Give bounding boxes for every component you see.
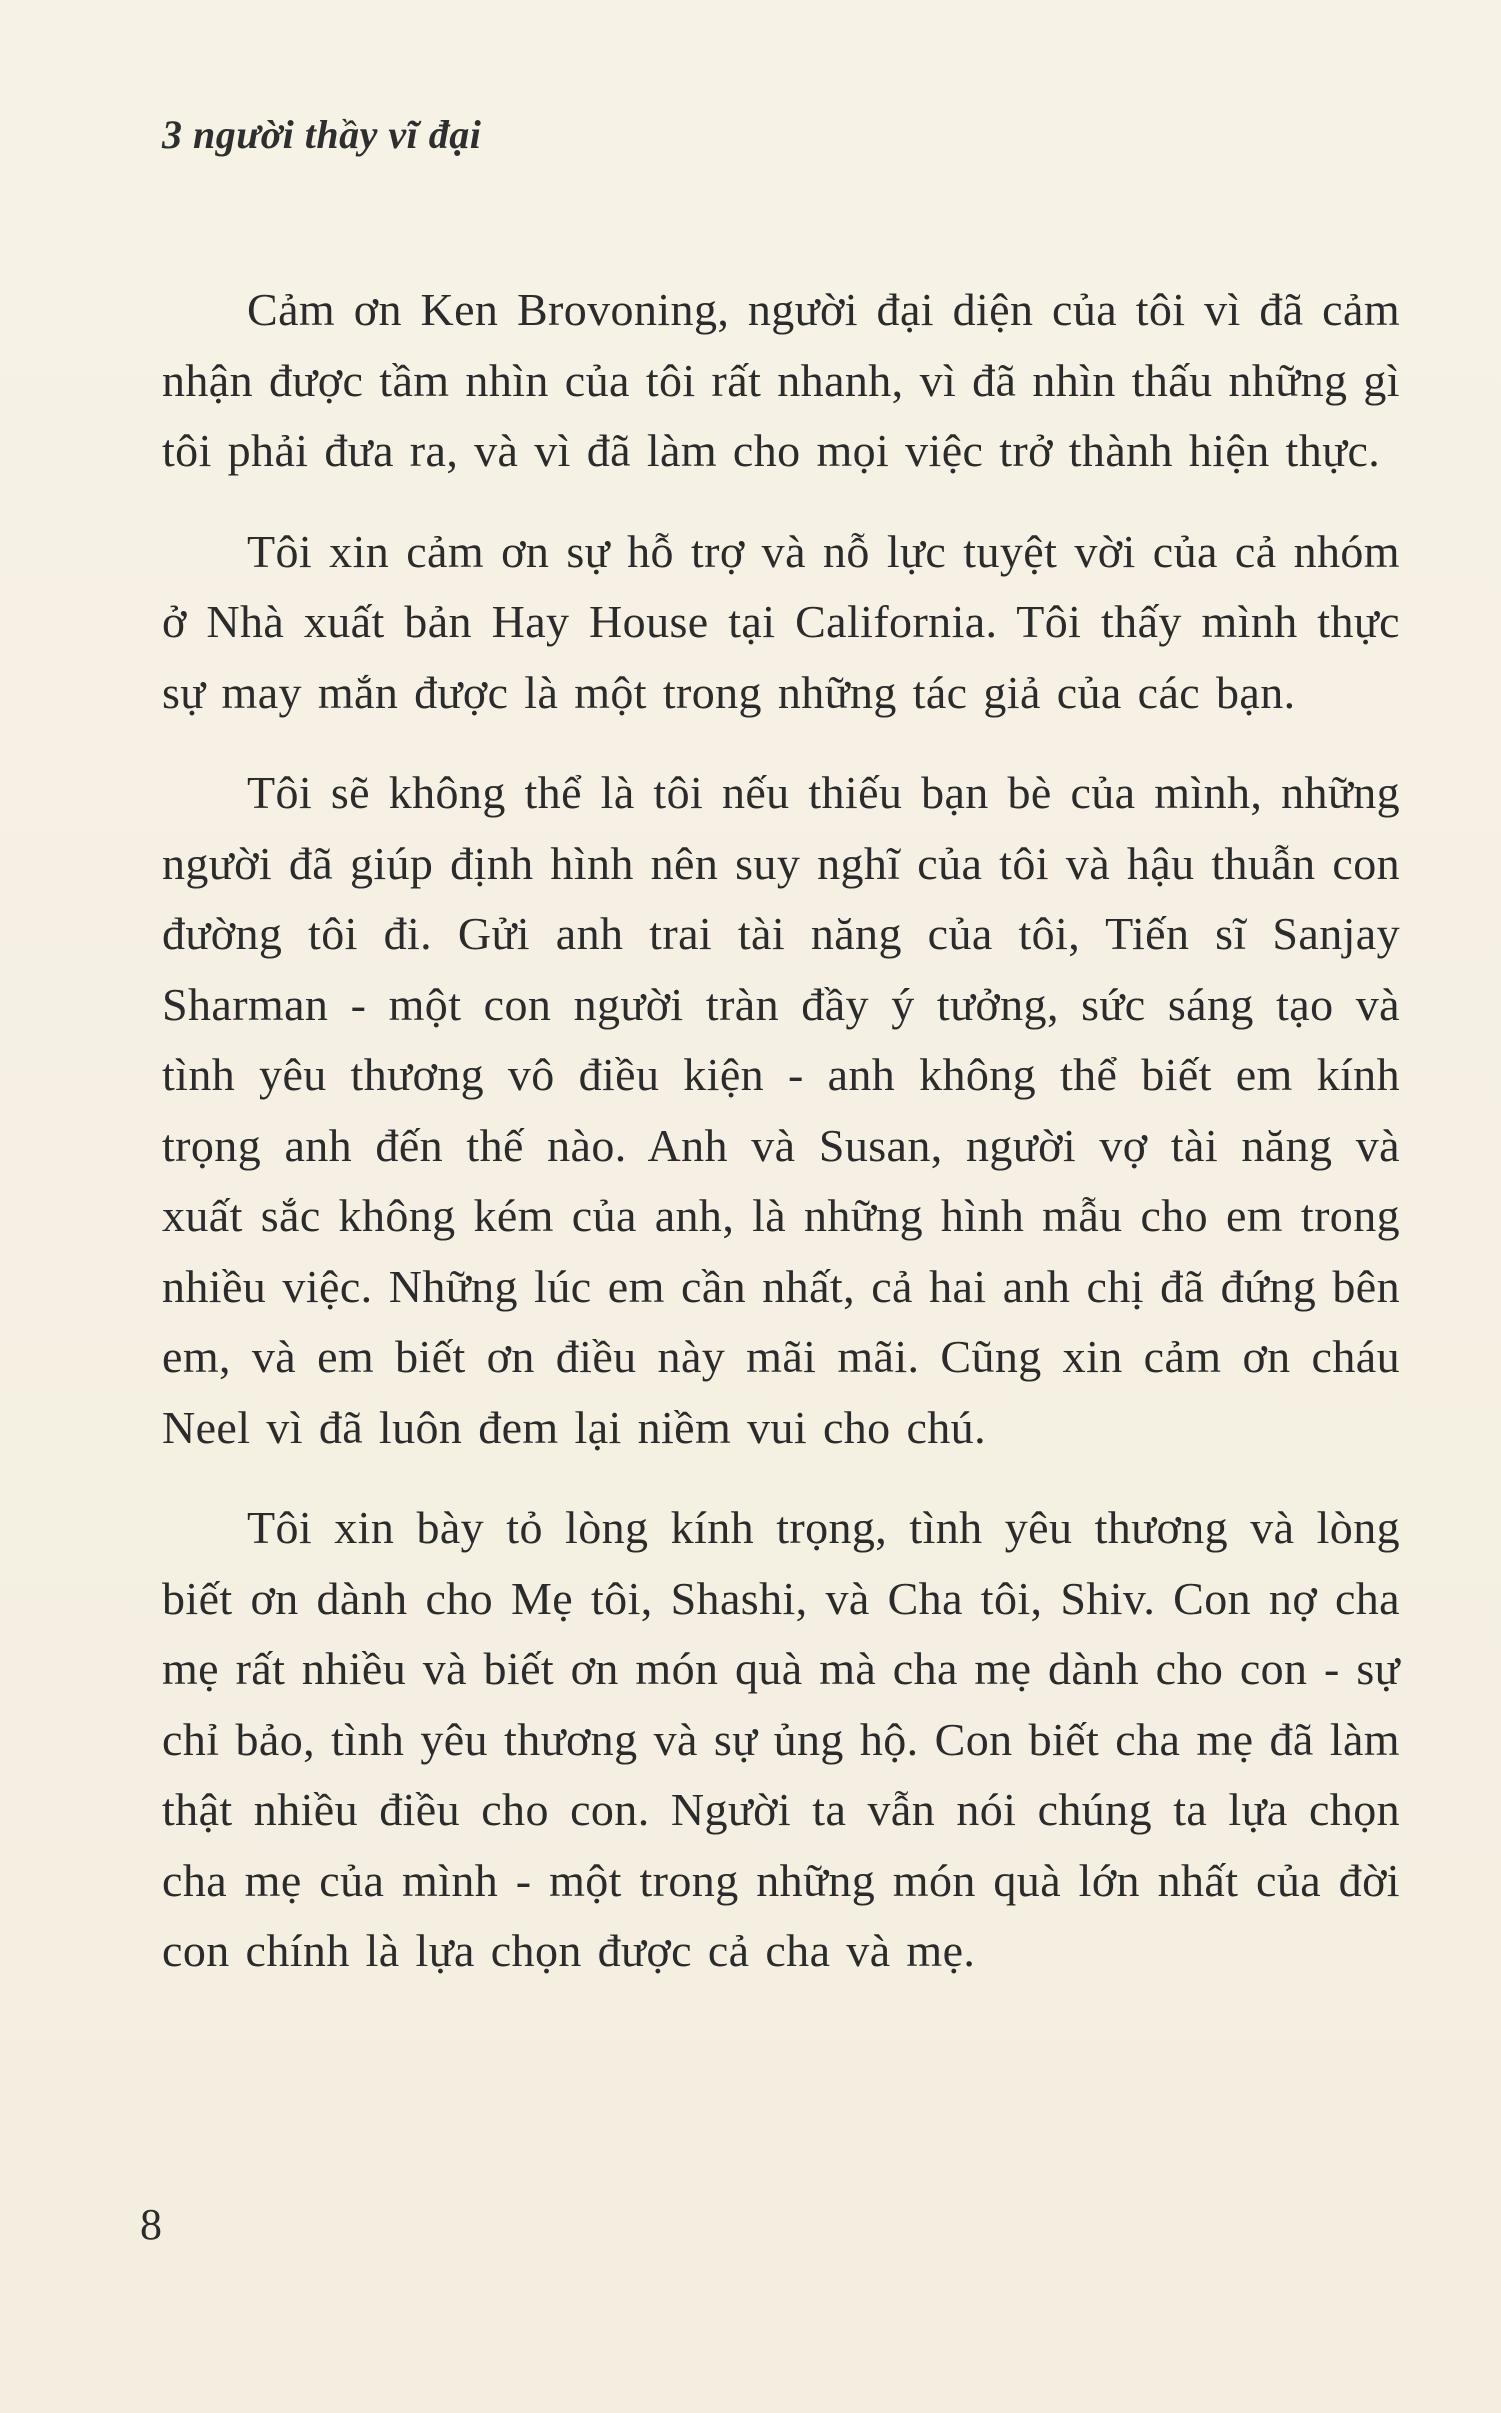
paragraph-3: Tôi sẽ không thể là tôi nếu thiếu bạn bè của mình, những người đã giúp định hình nên suy nghĩ của tôi và hậu thuẫn con đường tôi đi. Gửi anh trai tài năng của tôi, Tiến sĩ Sanjay Sharman - một con người tràn đầy ý tưởng, sức sáng tạo và tình yêu thương vô điều kiện - anh không thể biết em kính trọng anh đến thế nào. Anh và Susan, người vợ tài năng và xuất sắc không kém của anh, là những hình mẫu cho em trong nhiều việc. Những lúc em cần nhất, cả hai anh chị đã đứng bên em, và em biết ơn điều này mãi mãi. Cũng xin cảm ơn cháu Neel vì đã luôn đem lại niềm vui cho chú. [162, 767, 1400, 1453]
running-head: 3 người thầy vĩ đại [162, 112, 482, 157]
paragraph-4: Tôi xin bày tỏ lòng kính trọng, tình yêu thương và lòng biết ơn dành cho Mẹ tôi, Shashi, và Cha tôi, Shiv. Con nợ cha mẹ rất nhiều và biết ơn món quà mà cha mẹ dành cho con - sự chỉ bảo, tình yêu thương và sự ủng hộ. Con biết cha mẹ đã làm thật nhiều điều cho con. Người ta vẫn nói chúng ta lựa chọn cha mẹ của mình - một trong những món quà lớn nhất của đời con chính là lựa chọn được cả cha và mẹ. [162, 1502, 1400, 1976]
body-text [162, 275, 1400, 1987]
paragraph-1: Cảm ơn Ken Brovoning, người đại diện của tôi vì đã cảm nhận được tầm nhìn của tôi rất nhanh, vì đã nhìn thấu những gì tôi phải đưa ra, và vì đã làm cho mọi việc trở thành hiện thực. [162, 284, 1400, 476]
paragraph-2: Tôi xin cảm ơn sự hỗ trợ và nỗ lực tuyệt vời của cả nhóm ở Nhà xuất bản Hay House tại California. Tôi thấy mình thực sự may mắn được là một trong những tác giả của các bạn. [162, 525, 1400, 718]
page-number: 8 [140, 2200, 162, 2249]
